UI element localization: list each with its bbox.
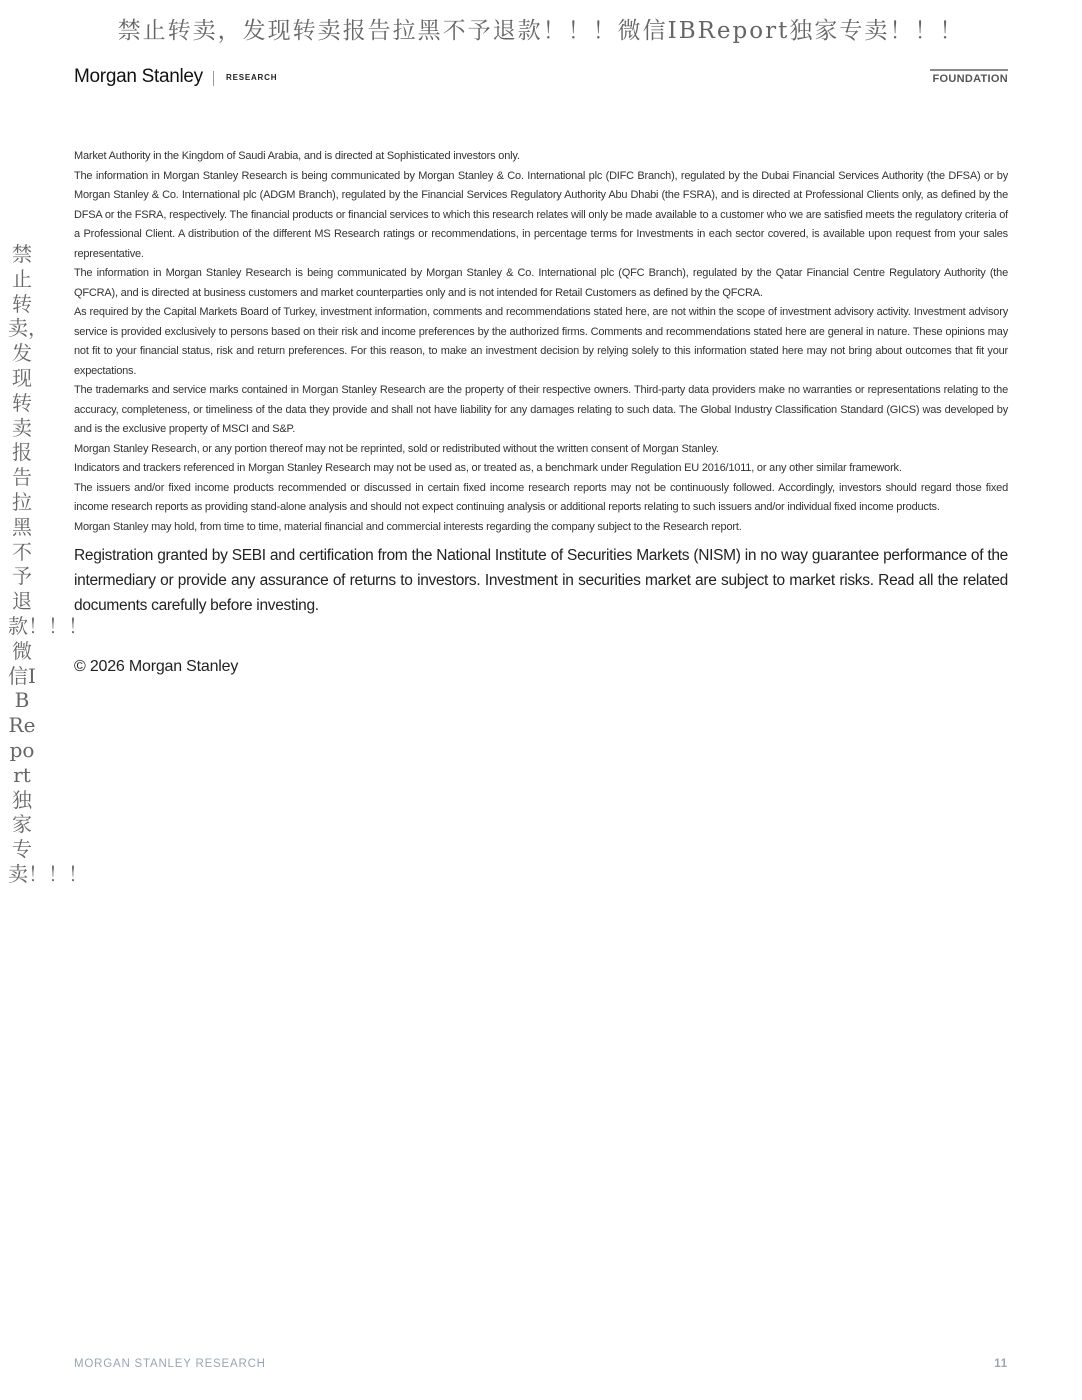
- section-label: FOUNDATION: [932, 73, 1008, 85]
- watermark-top: 禁止转卖，发现转卖报告拉黑不予退款！！！微信IBReport独家专卖！！！: [117, 18, 965, 44]
- disclosure-paragraph: The issuers and/or fixed income products recommended or discussed in certain fixed income research reports may not be continuously followed. Accordingly, investors should regard those fixed income research reports as providing stand-alone analysis and should not expect continuing analysis or additional reports relating to such issuers and/or individual fixed income products.: [74, 481, 1008, 513]
- footer-publisher: MORGAN STANLEY RESEARCH: [74, 1358, 266, 1370]
- copyright: © 2026 Morgan Stanley: [74, 658, 239, 675]
- disclosure-paragraph: The information in Morgan Stanley Research is being communicated by Morgan Stanley & Co. International plc (DIFC Branch), regulated by the Dubai Financial Services Authority (the DFSA) or by Morgan Stanley & Co. International plc (ADGM Branch), regulated by the Financial Services Regulatory Authority Abu Dhabi (the FSRA), and is directed at Professional Clients only, as defined by the DFSA or the FSRA, respectively. The financial products or financial services to which this research relates will only be made available to a customer who we are satisfied meets the regulatory criteria of a Professional Client. A distribution of the different MS Research ratings or recommendations, in percentage terms for Investments in each sector covered, is available upon request from your sales representative.: [74, 169, 1008, 260]
- section-rule: [930, 69, 1008, 71]
- disclosure-paragraph: Indicators and trackers referenced in Morgan Stanley Research may not be used as, or treated as, a benchmark under Regulation EU 2016/1011, or any other similar framework.: [74, 462, 902, 474]
- disclosure-paragraph: The information in Morgan Stanley Research is being communicated by Morgan Stanley & Co. International plc (QFC Branch), regulated by the Qatar Financial Centre Regulatory Authority (the QFCRA), and is directed at business customers and market counterparties only and is not intended for Retail Customers as defined by the QFCRA.: [74, 267, 1008, 299]
- sebi-notice: Registration granted by SEBI and certification from the National Institute of Securities Markets (NISM) in no way guarantee performance of the intermediary or provide any assurance of returns to investors. Investment in securities market are subject to market risks. Read all the related documents carefully before investing.: [74, 547, 1008, 614]
- disclosure-paragraph: The trademarks and service marks contained in Morgan Stanley Research are the property of their respective owners. Third-party data providers make no warranties or representations relating to the accuracy, completeness, or timeliness of the data they provide and shall not have liability for any damages relating to such data. The Global Industry Classification Standard (GICS) was developed by and is the exclusive property of MSCI and S&P.: [74, 384, 1008, 435]
- page-number: 11: [994, 1358, 1008, 1370]
- logo-divider: [213, 71, 214, 86]
- disclosure-paragraph: Morgan Stanley Research, or any portion thereof may not be reprinted, sold or redistributed without the written consent of Morgan Stanley.: [74, 442, 719, 455]
- watermark-side: 禁止转卖，发现转卖报告拉黑不予退款！！！微信IBReport独家专卖！！！: [8, 242, 88, 886]
- logo-subtitle: RESEARCH: [226, 73, 278, 82]
- disclosure-paragraph: As required by the Capital Markets Board of Turkey, investment information, comments and recommendations stated here, are not within the scope of investment advisory activity. Investment advisory service is provided exclusively to persons based on their risk and income preferences by the authorized firms. Comments and recommendations stated here are general in nature. These opinions may not fit to your financial status, risk and return preferences. For this reason, to make an investment decision by relying solely to this information stated here may not bring about outcomes that fit your expectations.: [74, 306, 1008, 377]
- disclosure-body: [74, 147, 1008, 676]
- page-header: [74, 64, 1008, 94]
- disclosure-paragraph: Market Authority in the Kingdom of Saudi Arabia, and is directed at Sophisticated investors only.: [74, 150, 520, 162]
- disclosure-paragraph: Morgan Stanley may hold, from time to time, material financial and commercial interests regarding the company subject to the Research report.: [74, 520, 742, 533]
- morgan-stanley-logo: Morgan Stanley: [74, 66, 203, 87]
